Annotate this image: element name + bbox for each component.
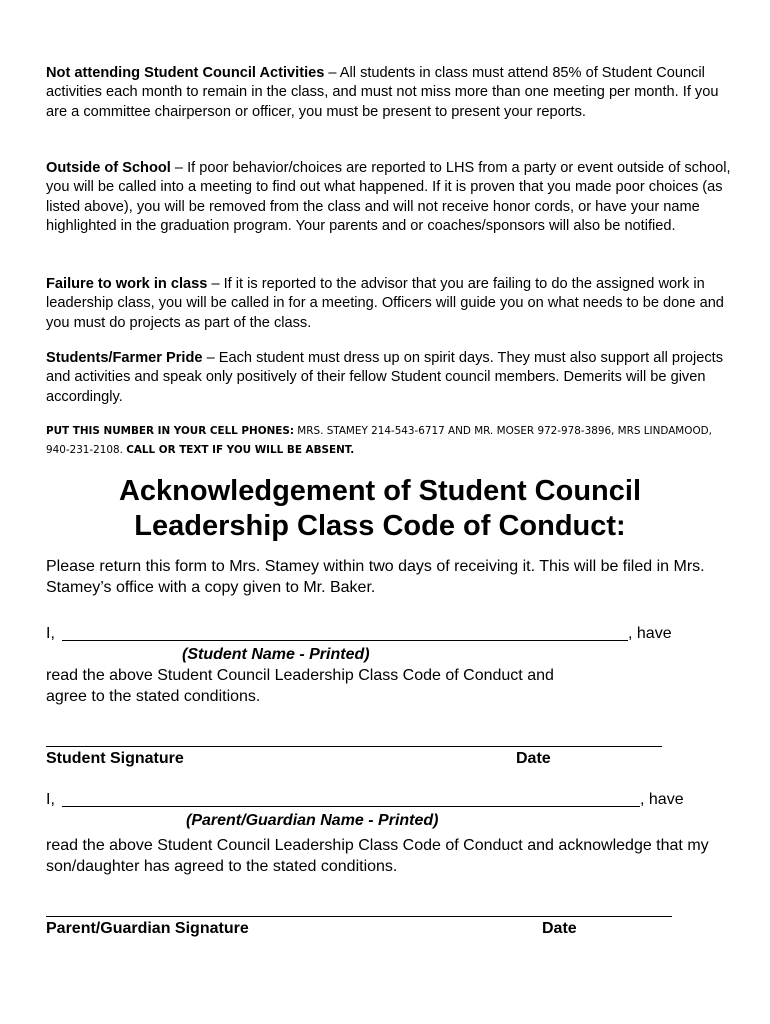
rule-body: – All students in class must attend 85% of Student Council activities each month to remain in the class, and must not miss more than one meeting per month. If you are a committee chairperson or officer, you must be present to present your reports. <box>46 65 719 120</box>
rule-heading: Outside of School <box>46 160 171 176</box>
phone-note-tail: CALL OR TEXT IF YOU WILL BE ABSENT. <box>126 444 355 456</box>
rule-heading: Not attending Student Council Activities <box>46 65 325 81</box>
student-name-caption: (Student Name - Printed) <box>182 646 370 663</box>
student-name-field[interactable] <box>62 640 628 641</box>
return-instructions: Please return this form to Mrs. Stamey within two days of receiving it. This will be filed in Mrs. Stamey’s office with a copy given to Mr. Baker. <box>46 558 705 596</box>
rule-outside-school <box>46 159 736 237</box>
guardian-statement: read the above Student Council Leadership Class Code of Conduct and acknowledge that my son/daughter has agreed to the stated conditions. <box>46 837 709 875</box>
guardian-name-caption: (Parent/Guardian Name - Printed) <box>186 812 439 829</box>
student-statement: read the above Student Council Leadership Class Code of Conduct and agree to the stated conditions. <box>46 667 554 705</box>
guardian-date-label: Date <box>542 920 577 937</box>
guardian-signature-label: Parent/Guardian Signature <box>46 920 249 937</box>
rule-pride <box>46 349 736 407</box>
student-date-label: Date <box>516 750 551 767</box>
student-name-prefix: I, <box>46 625 55 642</box>
rule-body: – Each student must dress up on spirit days. They must also support all projects and activities and speak only positively of their fellow Student council members. Demerits will be given accordingly. <box>46 350 724 405</box>
student-name-suffix: , have <box>628 625 672 642</box>
rule-body: – If it is reported to the advisor that you are failing to do the assigned work in leadership class, you will be called in for a meeting. Officers will guide you on what needs to be done and you must do projects as part of the class. <box>46 276 724 331</box>
rule-heading: Students/Farmer Pride <box>46 350 203 366</box>
rule-heading: Failure to work in class <box>46 276 208 292</box>
acknowledgement-title <box>30 474 730 544</box>
student-signature-label: Student Signature <box>46 750 184 767</box>
guardian-signature-field[interactable] <box>46 916 672 917</box>
title-line-1: Acknowledgement of Student Council <box>118 475 641 507</box>
rule-failure-to-work <box>46 275 736 333</box>
guardian-name-suffix: , have <box>640 791 684 808</box>
student-signature-field[interactable] <box>46 746 662 747</box>
guardian-name-prefix: I, <box>46 791 55 808</box>
guardian-name-field[interactable] <box>62 806 640 807</box>
rule-attendance <box>46 64 736 122</box>
phone-note-lead: PUT THIS NUMBER IN YOUR CELL PHONES: <box>46 425 294 437</box>
phone-numbers-note <box>46 422 736 460</box>
rule-body: – If poor behavior/choices are reported to LHS from a party or event outside of school, you will be called into a meeting to find out what happened. If it is proven that you made poor choices (as listed above), you will be removed from the class and will not receive honor cords, or have your name highlighted in the graduation program. Your parents and or coaches/sponsors will also be notified. <box>46 160 731 235</box>
phone-note-numbers: MRS. STAMEY 214-543-6717 AND MR. MOSER 972-978-3896, MRS LINDAMOOD, 940-231-2108. <box>46 425 712 456</box>
title-line-2: Leadership Class Code of Conduct: <box>134 510 626 542</box>
